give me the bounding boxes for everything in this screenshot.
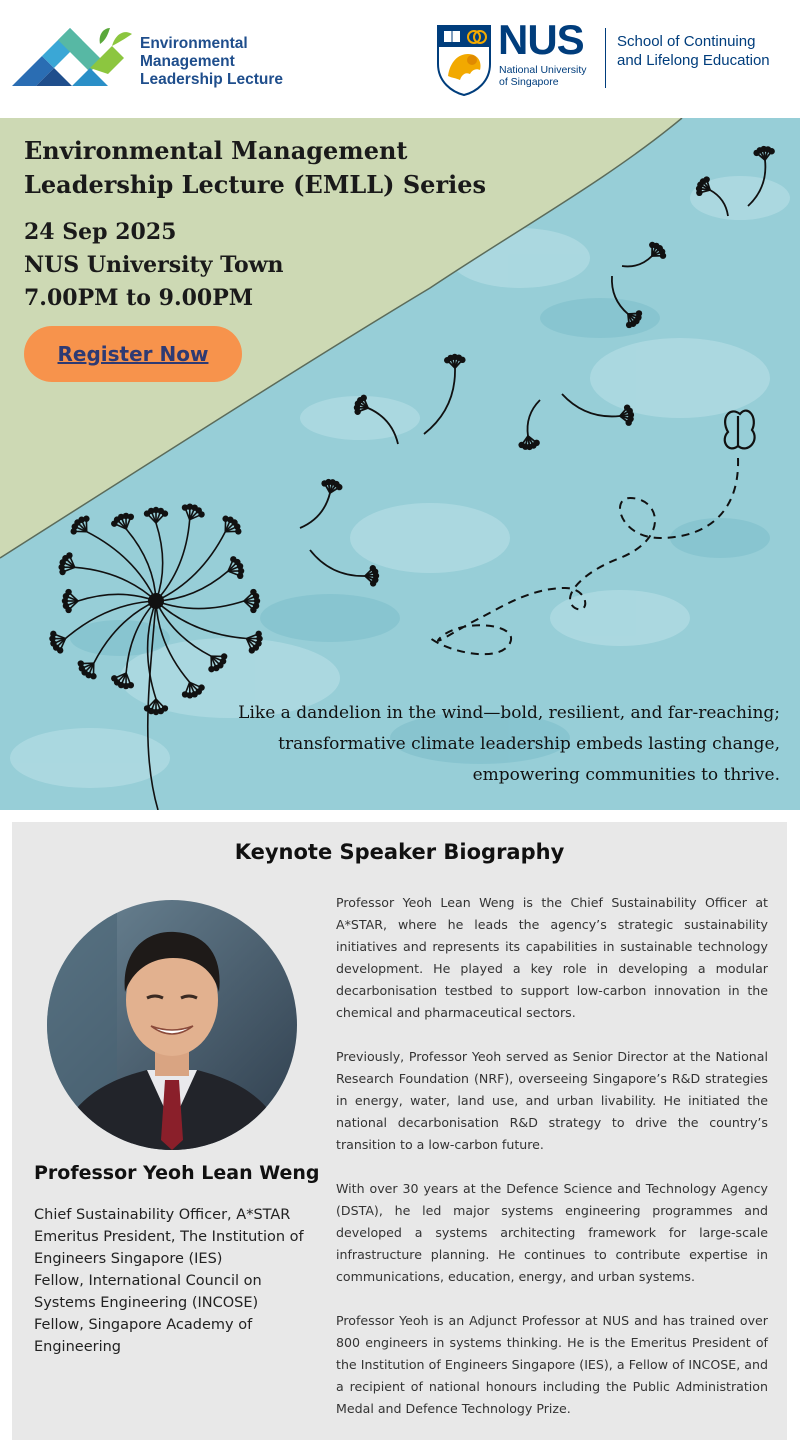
event-venue: NUS University Town xyxy=(24,252,284,278)
speaker-role: Fellow, Singapore Academy of Engineering xyxy=(34,1317,253,1355)
event-title: Environmental Management Leadership Lecture (EMLL) Series xyxy=(24,136,486,199)
bio-paragraph: With over 30 years at the Defence Science and Technology Agency (DSTA), he led major systems engineering programmes and developed a systems architecting framework for large-scale infrastructure planning. He continues to contribute expertise in communications, education, energy, and urban systems. xyxy=(336,1181,768,1284)
speaker-role: Chief Sustainability Officer, A*STAR xyxy=(34,1207,291,1223)
emll-logo-line: Environmental xyxy=(140,35,248,52)
school-name-line: and Lifelong Education xyxy=(617,52,770,69)
emll-logo-text xyxy=(140,35,283,89)
quote-line: Like a dandelion in the wind—bold, resilient, and far-reaching; xyxy=(238,703,780,723)
hero-banner xyxy=(0,118,800,810)
bio-text xyxy=(336,892,768,1442)
speaker-name: Professor Yeoh Lean Weng xyxy=(34,1162,320,1184)
speaker-biography-section xyxy=(12,822,787,1440)
event-time: 7.00PM to 9.00PM xyxy=(24,285,254,311)
hero-text-block xyxy=(24,134,486,315)
register-now-button[interactable]: Register Now xyxy=(24,326,242,382)
header-bar xyxy=(0,0,800,118)
speaker-portrait-icon xyxy=(47,900,297,1150)
bio-heading: Keynote Speaker Biography xyxy=(234,840,565,864)
quote-line: transformative climate leadership embeds lasting change, xyxy=(278,734,780,754)
event-details xyxy=(24,216,486,315)
logo-divider xyxy=(605,28,606,88)
emll-logo-line: Leadership Lecture xyxy=(140,71,283,88)
speaker-roles xyxy=(34,1204,324,1358)
nus-subtitle xyxy=(499,64,587,88)
school-name xyxy=(617,32,770,70)
speaker-role: Fellow, International Council on Systems Engineering (INCOSE) xyxy=(34,1273,262,1311)
nus-wordmark: NUS xyxy=(498,16,584,63)
bio-paragraph: Professor Yeoh is an Adjunct Professor at NUS and has trained over 800 engineers in systems thinking. He is the Emeritus President of the Institution of Engineers Singapore (IES), a Fellow of INCOSE, and a recipient of national honours including the Public Administration Medal and Defence Technology Prize. xyxy=(336,1313,768,1416)
bio-paragraph: Professor Yeoh Lean Weng is the Chief Sustainability Officer at A*STAR, where he leads the agency’s strategic sustainability initiatives and represents its capabilities in sustainable technology development. He played a key role in developing a modular decarbonisation testbed to support low-carbon innovation in the chemical and pharmaceutical sectors. xyxy=(336,895,768,1020)
event-date: 24 Sep 2025 xyxy=(24,219,177,245)
nus-subtitle-line: National University xyxy=(499,64,587,76)
nus-subtitle-line: of Singapore xyxy=(499,76,559,88)
hero-quote xyxy=(160,698,780,791)
school-name-line: School of Continuing xyxy=(617,33,756,50)
emll-logo-line: Management xyxy=(140,53,235,70)
speaker-portrait xyxy=(47,900,297,1150)
emll-logo-icon xyxy=(12,24,134,96)
nus-crest-icon xyxy=(436,24,492,96)
speaker-role: Emeritus President, The Institution of Engineers Singapore (IES) xyxy=(34,1229,304,1267)
quote-line: empowering communities to thrive. xyxy=(472,765,780,785)
bio-paragraph: Previously, Professor Yeoh served as Senior Director at the National Research Foundation (NRF), overseeing Singapore’s R&D strategies in energy, water, land use, and urban livability. He initiated the national decarbonisation R&D strategy to drive the country’s transition to a low-carbon future. xyxy=(336,1049,768,1152)
